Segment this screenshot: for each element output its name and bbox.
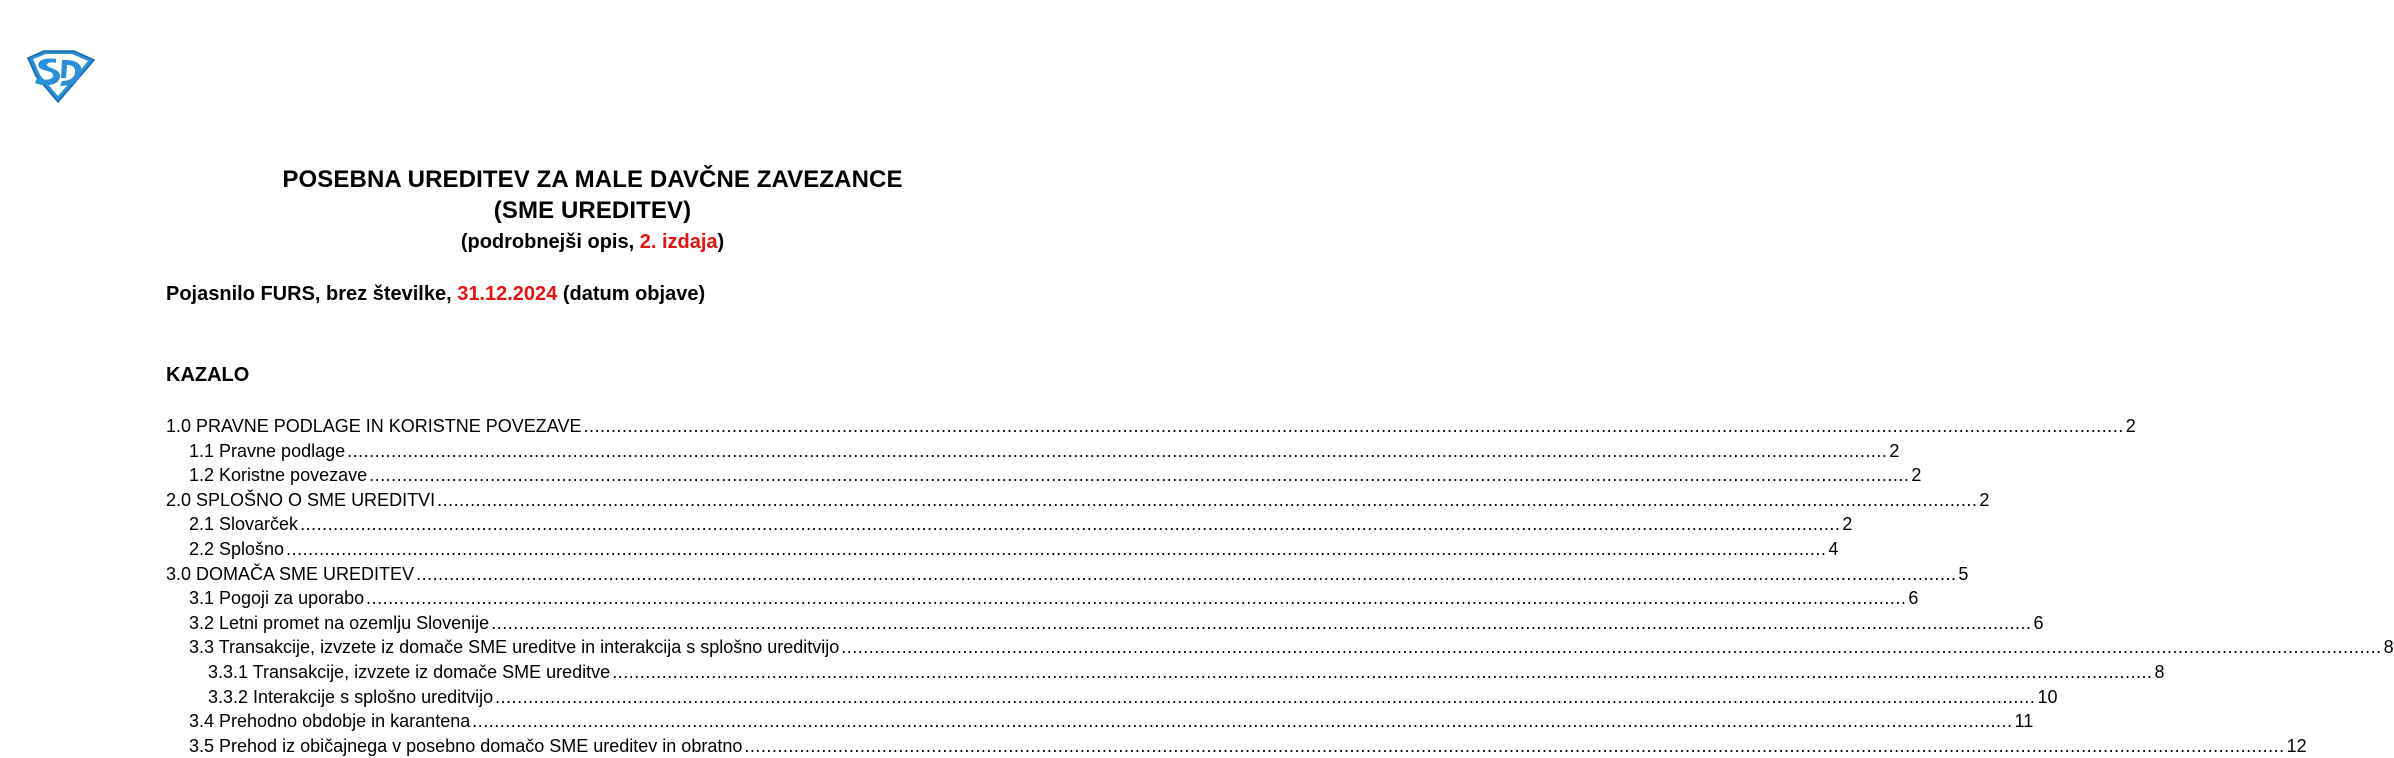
toc-dot-leader [416,562,1956,586]
toc-page-number: 2 [1911,465,1922,486]
toc-page-number: 8 [2154,661,2165,682]
toc-entry-label: 3.0 DOMAČA SME UREDITEV [166,563,415,584]
toc-page-number: 2 [1889,440,1900,461]
toc-dot-leader [583,414,2123,438]
toc-entry-label: 2.1 Slovarček [189,514,299,535]
toc-dot-leader [495,685,2035,709]
toc-dot-leader [841,635,2381,659]
toc-entry[interactable] [166,660,2165,685]
toc-page-number: 12 [2286,735,2307,756]
toc-page-number: 6 [1908,588,1919,609]
toc-entry[interactable] [166,709,2034,734]
toc-dot-leader [612,660,2152,684]
toc-entry-label: 1.0 PRAVNE PODLAGE IN KORISTNE POVEZAVE [166,416,582,436]
toc-dot-leader [286,537,1826,561]
toc-dot-leader [437,488,1977,512]
toc-dot-leader [366,586,1906,610]
toc-entry[interactable] [166,685,2058,710]
toc-entry[interactable] [166,562,1969,587]
toc-entry[interactable] [166,635,2394,660]
toc-entry[interactable] [166,586,1919,611]
toc-page-number: 2 [2125,416,2136,436]
toc-entry[interactable] [166,512,1853,537]
document-title: POSEBNA UREDITEV ZA MALE DAVČNE ZAVEZANCE [282,166,903,193]
toc-entry-label: 3.3.1 Transakcije, izvzete iz domače SME ureditve [208,661,611,682]
toc-entry-label: 3.1 Pogoji za uporabo [189,588,365,609]
toc-page-number: 10 [2037,686,2058,707]
toc-entry[interactable] [166,734,2307,758]
toc-dot-leader [472,709,2012,733]
reference-suffix: (datum objave) [557,283,706,305]
toc-entry[interactable] [166,439,1900,464]
edition-label: 2. izdaja [639,231,718,253]
toc-dot-leader [744,734,2284,758]
toc-entry[interactable] [166,414,2136,439]
toc-entry[interactable] [166,611,2044,636]
subtitle-suffix: ) [717,231,725,253]
toc-entry-label: 1.2 Koristne povezave [189,465,368,486]
toc-entry-label: 3.2 Letni promet na ozemlju Slovenije [189,612,490,633]
toc-dot-leader [491,611,2031,635]
toc-page-number: 4 [1828,538,1839,559]
toc-entry-label: 1.1 Pravne podlage [189,440,346,461]
sd-shield-logo-icon [22,48,96,104]
toc-entry[interactable] [166,463,1922,488]
publication-date: 31.12.2024 [457,283,558,305]
toc-entry-label: 2.0 SPLOŠNO O SME UREDITVI [166,489,436,510]
toc-entry-label: 3.3.2 Interakcije s splošno ureditvijo [208,686,494,707]
toc-entry-label: 3.3 Transakcije, izvzete iz domače SME ureditve in interakcija s splošno ureditvijo [189,637,840,658]
document-title-abbreviation: (SME UREDITEV) [493,197,692,224]
toc-page-number: 5 [1958,563,1969,584]
reference-line [166,281,705,307]
reference-prefix: Pojasnilo FURS, brez številke, [166,283,458,305]
table-of-contents [166,414,2394,758]
toc-page-number: 2 [1842,514,1853,535]
toc-page-number: 11 [2014,711,2034,732]
toc-entry-label: 2.2 Splošno [189,538,285,559]
toc-entry[interactable] [166,488,1990,513]
title-block [0,164,1185,255]
toc-heading: KAZALO [166,364,250,386]
toc-dot-leader [347,439,1887,463]
document-subtitle [0,229,1185,255]
toc-page-number: 8 [2383,637,2394,658]
toc-page-number: 6 [2033,612,2044,633]
toc-entry[interactable] [166,537,1839,562]
toc-page-number: 2 [1979,489,1990,510]
toc-dot-leader [369,463,1909,487]
toc-entry-label: 3.4 Prehodno obdobje in karantena [189,711,471,732]
toc-dot-leader [300,512,1840,536]
toc-entry-label: 3.5 Prehod iz običajnega v posebno domačo SME ureditev in obratno [189,735,743,756]
subtitle-prefix: (podrobnejši opis, [460,231,640,253]
